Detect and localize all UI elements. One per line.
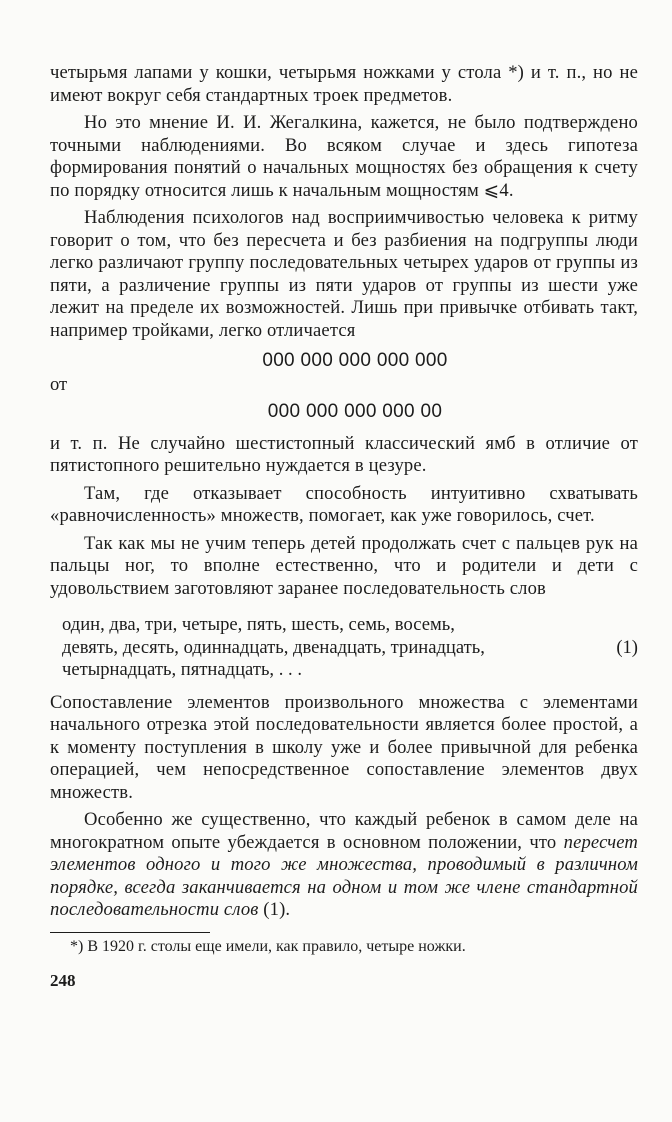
paragraph-8-italic: пересчет элементов одного и того же множества, проводимый в различном порядке, всегда заканчивается на одном и том же члене стандартной последовательности слов [50, 831, 638, 920]
word-sequence-line-1: один, два, три, четыре, пять, шесть, семь, восемь, [62, 614, 455, 635]
paragraph-1: четырьмя лапами у кошки, четырьмя ножками у стола *) и т. п., но не имеют вокруг себя стандартных троек предметов. [50, 62, 638, 106]
word-sequence-line-2: девять, десять, одиннадцать, двенадцать, тринадцать, [62, 636, 485, 658]
page-number: 248 [50, 970, 76, 990]
rhythm-sequence-threes: 000 000 000 000 000 [262, 350, 448, 371]
paragraph-2: Но это мнение И. И. Жегалкина, кажется, не было подтверждено точными наблюдениями. Во всяком случае и здесь гипотеза формирования понятий о начальных мощностях без обращения к счету по порядку относится лишь к начальным мощностям ⩽4. [50, 112, 638, 201]
paragraph-6: Так как мы не учим теперь детей продолжать счет с пальцев рук на пальцы ног, то вполне естественно, что и родители и дети с удовольствием заготовляют заранее последовательность слов [50, 532, 638, 599]
paragraph-8 [50, 809, 638, 922]
word-ot: от [50, 374, 68, 395]
paragraph-3: Наблюдения психологов над восприимчивостью человека к ритму говорит о том, что без пересчета и без разбиения на подгруппы люди легко различают группу последовательных четырех ударов от группы из пяти, а различение группы из пяти ударов от группы из шести уже лежит на пределе их возможностей. Лишь при привычке отбивать такт, например тройками, легко отличается [50, 207, 638, 341]
paragraph-5: Там, где отказывает способность интуитивно схватывать «равночисленность» множеств, помогает, как уже говорилось, счет. [50, 482, 638, 526]
footnote-rule [50, 932, 210, 933]
equation-number: (1) [616, 636, 638, 658]
paragraph-8-start: Особенно же существенно, что каждый ребенок в самом деле на многократном опыте убеждается в основном положении, что [50, 809, 638, 853]
word-sequence-line-3: четырнадцать, пятнадцать, . . . [62, 659, 302, 680]
word-sequence-list [50, 614, 638, 682]
paragraph-8-end: (1). [258, 899, 291, 920]
rhythm-sequence-twos: 000 000 000 000 00 [267, 400, 443, 422]
paragraph-4: и т. п. Не случайно шестистопный классический ямб в отличие от пятистопного решительно нуждается в цезуре. [50, 432, 638, 476]
footnote: *) В 1920 г. столы еще имели, как правило, четыре ножки. [70, 937, 466, 955]
paragraph-7: Сопоставление элементов произвольного множества с элементами начального отрезка этой последовательности является более простой, а к моменту поступления в школу уже и более привычной для ребенка операцией, чем непосредственное сопоставление элементов двух множеств. [50, 691, 638, 803]
